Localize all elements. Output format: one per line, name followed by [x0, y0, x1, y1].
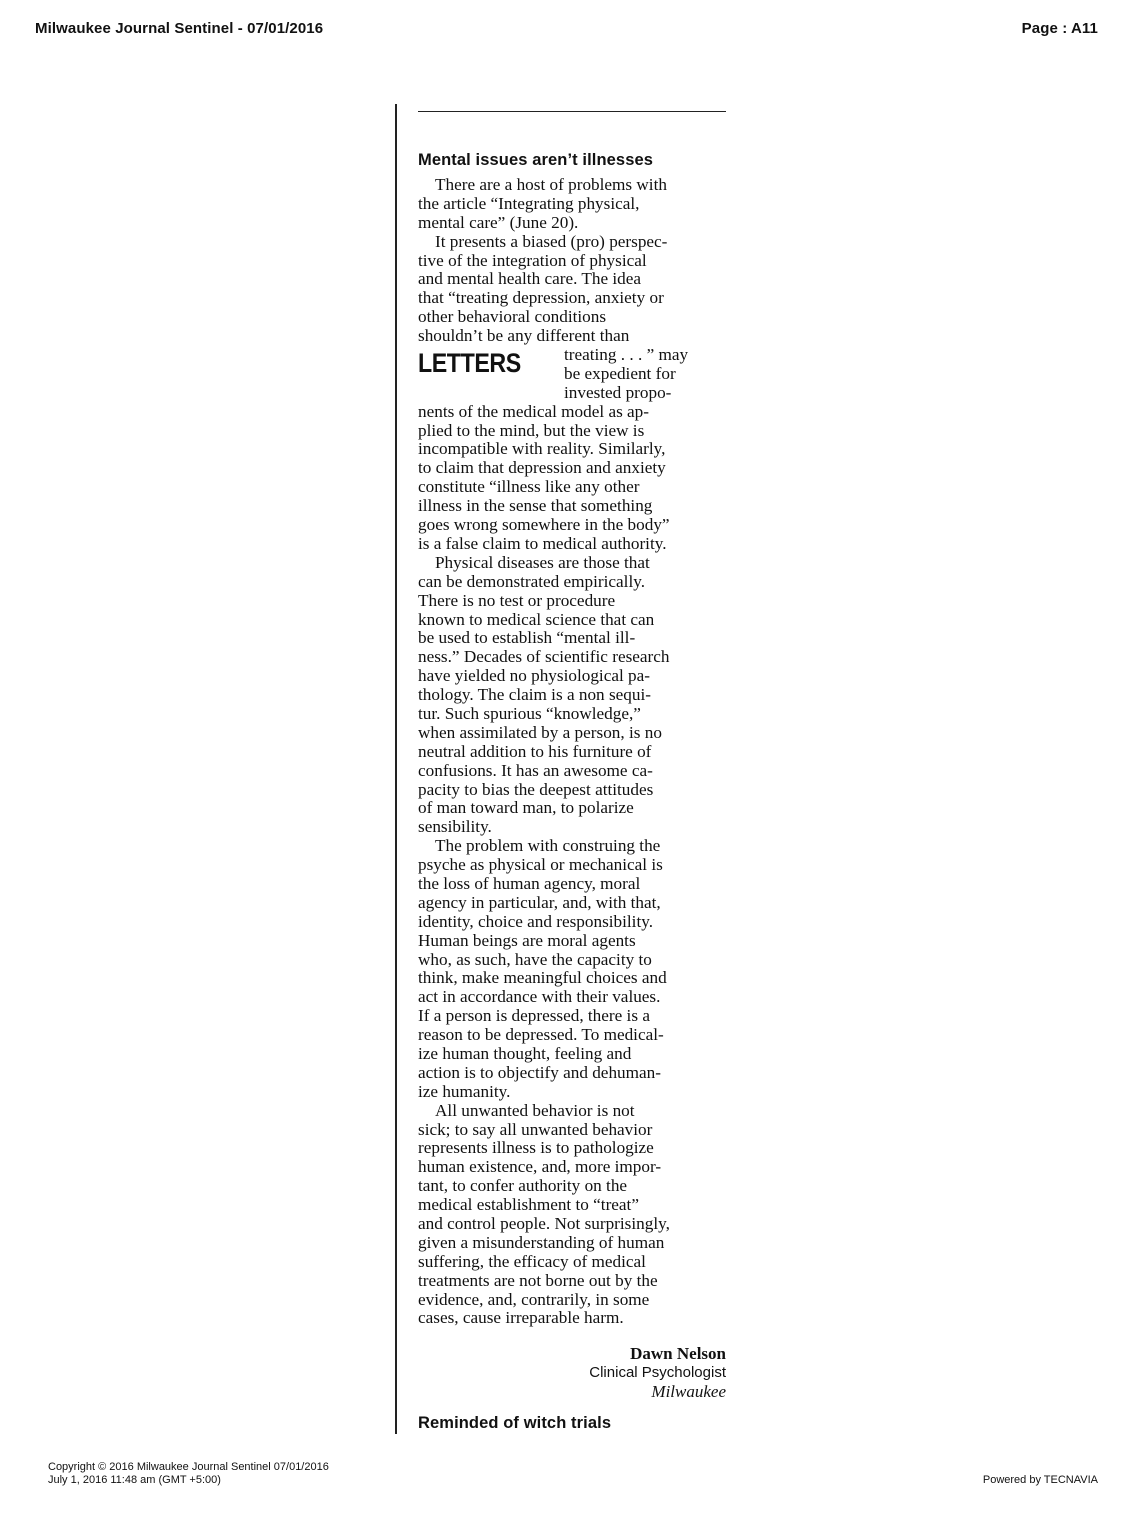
author-city: Milwaukee	[651, 1382, 726, 1401]
body-line: identity, choice and responsibility.	[418, 911, 654, 931]
body-line: Human beings are moral agents	[418, 930, 636, 950]
top-rule	[418, 111, 726, 112]
body-line: represents illness is to pathologize	[418, 1138, 654, 1158]
footer-left	[48, 1461, 329, 1487]
body-line: If a person is depressed, there is a	[418, 1006, 650, 1026]
body-line: and control people. Not surprisingly,	[418, 1214, 670, 1233]
body-line: goes wrong somewhere in the body”	[418, 515, 670, 535]
body-line: action is to objectify and dehuman-	[418, 1062, 661, 1082]
body-line: incompatible with reality. Similarly,	[418, 439, 666, 459]
publication-title: Milwaukee Journal Sentinel - 07/01/2016	[35, 20, 324, 37]
body-line: tive of the integration of physical	[418, 250, 647, 270]
body-lines-before	[418, 176, 726, 346]
article-body	[418, 176, 726, 1328]
page-number: Page : A11	[1021, 20, 1098, 37]
body-line: tur. Such spurious “knowledge,”	[418, 703, 641, 723]
body-line: The problem with construing the	[435, 836, 661, 856]
body-line: invested propo-	[564, 382, 672, 402]
body-line: known to medical science that can	[418, 609, 655, 629]
body-line: reason to be depressed. To medical-	[418, 1025, 664, 1045]
body-lines-after	[418, 403, 726, 1329]
author-title: Clinical Psychologist	[589, 1364, 726, 1381]
body-line: is a false claim to medical authority.	[418, 533, 667, 553]
body-line: the loss of human agency, moral	[418, 873, 641, 893]
body-line: of man toward man, to polarize	[418, 798, 634, 818]
body-line: cases, cause irreparable harm.	[418, 1308, 624, 1328]
body-line: There is no test or procedure	[418, 590, 616, 610]
letters-float-row	[418, 346, 726, 403]
body-line: treatments are not borne out by the	[418, 1270, 658, 1290]
body-line: be used to establish “mental ill-	[418, 628, 636, 648]
body-line: given a misunderstanding of human	[418, 1232, 665, 1252]
body-line: when assimilated by a person, is no	[418, 722, 662, 742]
copyright-text: Copyright © 2016 Milwaukee Journal Sentinel 07/01/2016	[48, 1461, 329, 1473]
powered-by-text: Powered by TECNAVIA	[982, 1474, 1098, 1486]
body-line: There are a host of problems with	[435, 175, 667, 194]
body-line: evidence, and, contrarily, in some	[418, 1289, 650, 1309]
body-line: shouldn’t be any different than	[418, 326, 630, 346]
body-line: tant, to confer authority on the	[418, 1176, 628, 1196]
body-line: act in accordance with their values.	[418, 987, 661, 1007]
article-headline: Mental issues aren’t illnesses	[418, 151, 654, 169]
timestamp-text: July 1, 2016 11:48 am (GMT +5:00)	[48, 1474, 221, 1486]
body-line: All unwanted behavior is not	[435, 1100, 635, 1120]
body-line: thology. The claim is a non sequi-	[418, 685, 651, 705]
body-line: other behavioral conditions	[418, 307, 607, 327]
body-line: the article “Integrating physical,	[418, 193, 640, 213]
wrapped-lines	[564, 346, 688, 403]
body-line: pacity to bias the deepest attitudes	[418, 779, 654, 799]
body-line: be expedient for	[564, 363, 676, 383]
body-line: human existence, and, more impor-	[418, 1157, 662, 1177]
body-line: medical establishment to “treat”	[418, 1195, 639, 1215]
body-line: treating . . . ” may	[564, 345, 689, 365]
body-line: agency in particular, and, with that,	[418, 892, 661, 912]
body-line: illness in the sense that something	[418, 496, 653, 516]
section-label-letters: LETTERS	[418, 348, 521, 379]
column-divider	[395, 104, 397, 1434]
author-name: Dawn Nelson	[630, 1344, 726, 1363]
body-line: suffering, the efficacy of medical	[418, 1251, 646, 1271]
body-line: confusions. It has an awesome ca-	[418, 760, 653, 780]
body-line: mental care” (June 20).	[418, 212, 579, 232]
body-line: think, make meaningful choices and	[418, 968, 667, 988]
body-line: psyche as physical or mechanical is	[418, 855, 663, 875]
body-line: sensibility.	[418, 817, 492, 837]
body-line: to claim that depression and anxiety	[418, 458, 666, 478]
body-line: nents of the medical model as ap-	[418, 401, 649, 421]
body-line: can be demonstrated empirically.	[418, 571, 646, 591]
body-line: have yielded no physiological pa-	[418, 666, 650, 686]
body-line: sick; to say all unwanted behavior	[418, 1119, 653, 1139]
body-line: neutral addition to his furniture of	[418, 741, 652, 761]
body-line: constitute “illness like any other	[418, 477, 640, 497]
body-line: ness.” Decades of scientific research	[418, 647, 670, 667]
body-line: Physical diseases are those that	[435, 552, 650, 572]
body-line: who, as such, have the capacity to	[418, 949, 652, 969]
body-line: plied to the mind, but the view is	[418, 420, 645, 440]
next-article-headline: Reminded of witch trials	[418, 1414, 612, 1432]
body-line: and mental health care. The idea	[418, 269, 642, 289]
body-line: It presents a biased (pro) perspec-	[435, 231, 668, 251]
body-line: that “treating depression, anxiety or	[418, 288, 664, 308]
letter-signature	[418, 1344, 726, 1402]
body-line: ize humanity.	[418, 1081, 511, 1101]
body-line: ize human thought, feeling and	[418, 1043, 632, 1063]
